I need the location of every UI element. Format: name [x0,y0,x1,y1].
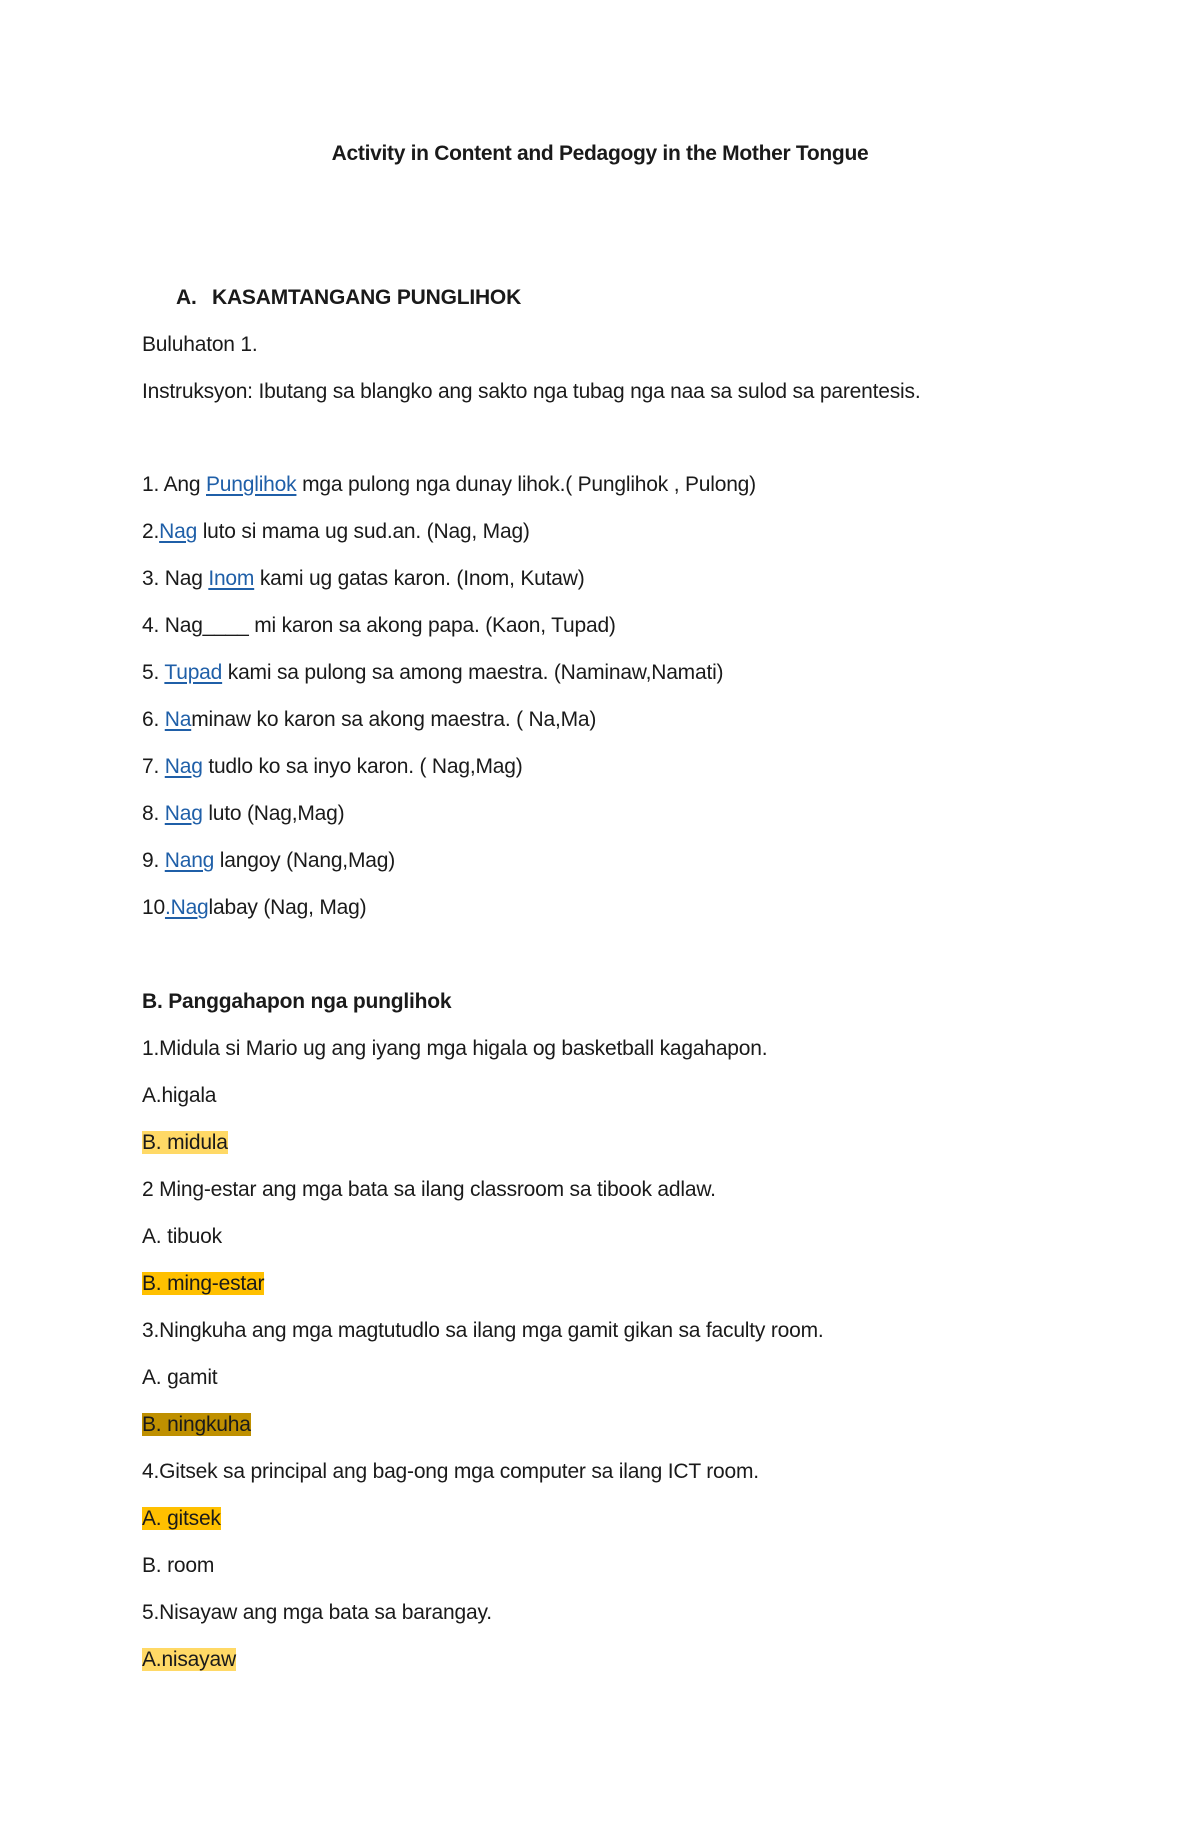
item-prefix: 5. [142,661,165,684]
fill-item-5 [142,659,723,687]
question-2-option-b [142,1270,264,1298]
fill-item-10 [142,894,366,922]
item-suffix: labay (Nag, Mag) [208,896,367,919]
question-3-option-b [142,1411,251,1439]
fill-item-2 [142,518,530,546]
fill-item-6 [142,706,596,734]
item-suffix: kami ug gatas karon. (Inom, Kutaw) [254,567,585,590]
item-prefix: 8. [142,802,165,825]
item-answer: Na [164,708,192,731]
item-prefix: 10 [142,896,165,919]
item-answer: Nag [164,755,203,778]
item-answer: Nag [164,802,203,825]
item-suffix: langoy (Nang,Mag) [214,849,395,872]
item-answer: Inom [208,567,255,590]
fill-item-3 [142,565,585,593]
item-prefix: 1. Ang [142,473,206,496]
highlighted-answer: B. ming-estar [142,1272,265,1295]
section-b-heading: B. Panggahapon nga punglihok [142,990,452,1013]
question-3: 3.Ningkuha ang mga magtutudlo sa ilang mga gamit gikan sa faculty room. [142,1319,824,1342]
highlighted-answer: A.nisayaw [142,1648,236,1671]
section-a-title: KASAMTANGANG PUNGLIHOK [212,286,522,309]
item-prefix: 9. [142,849,165,872]
fill-item-7 [142,753,523,781]
item-suffix: tudlo ko sa inyo karon. ( Nag,Mag) [202,755,523,778]
question-4-option-a [142,1505,221,1533]
instruction-text: Instruksyon: Ibutang sa blangko ang sakto nga tubag nga naa sa sulod sa parentesis. [142,380,921,403]
section-a-marker: A. [176,286,197,309]
item-suffix: luto si mama ug sud.an. (Nag, Mag) [197,520,530,543]
fill-item-4 [142,612,616,640]
fill-item-8 [142,800,344,828]
question-1: 1.Midula si Mario ug ang iyang mga higala og basketball kagahapon. [142,1037,768,1060]
highlighted-answer: B. midula [142,1131,228,1154]
item-prefix: 6. [142,708,165,731]
item-suffix: mga pulong nga dunay lihok.( Punglihok , Pulong) [296,473,756,496]
fill-item-9 [142,847,395,875]
question-4-option-b: B. room [142,1554,215,1577]
question-5-option-a [142,1646,236,1674]
question-1-option-a: A.higala [142,1084,217,1107]
item-suffix: minaw ko karon sa akong maestra. ( Na,Ma) [191,708,597,731]
fill-item-1 [142,471,756,499]
question-2: 2 Ming-estar ang mga bata sa ilang classroom sa tibook adlaw. [142,1178,716,1201]
question-5: 5.Nisayaw ang mga bata sa barangay. [142,1601,492,1624]
question-4: 4.Gitsek sa principal ang bag-ong mga computer sa ilang ICT room. [142,1460,759,1483]
item-answer: Nag [159,520,198,543]
section-a-heading [176,284,521,312]
item-prefix: 7. [142,755,165,778]
task-label: Buluhaton 1. [142,333,258,356]
question-1-option-b [142,1129,228,1157]
item-answer: .Nag [164,896,209,919]
item-suffix: kami sa pulong sa among maestra. (Naminaw,Namati) [222,661,724,684]
highlighted-answer: B. ningkuha [142,1413,251,1436]
item-prefix: 3. Nag [142,567,209,590]
question-2-option-a: A. tibuok [142,1225,222,1248]
item-prefix: 2. [142,520,160,543]
highlighted-answer: A. gitsek [142,1507,221,1530]
item-prefix: 4. Nag____ mi karon sa akong papa. (Kaon, Tupad) [142,614,616,637]
item-suffix: luto (Nag,Mag) [202,802,345,825]
document-title: Activity in Content and Pedagogy in the Mother Tongue [331,142,869,165]
item-answer: Nang [164,849,215,872]
item-answer: Punglihok [206,473,297,496]
item-answer: Tupad [164,661,223,684]
question-3-option-a: A. gamit [142,1366,218,1389]
